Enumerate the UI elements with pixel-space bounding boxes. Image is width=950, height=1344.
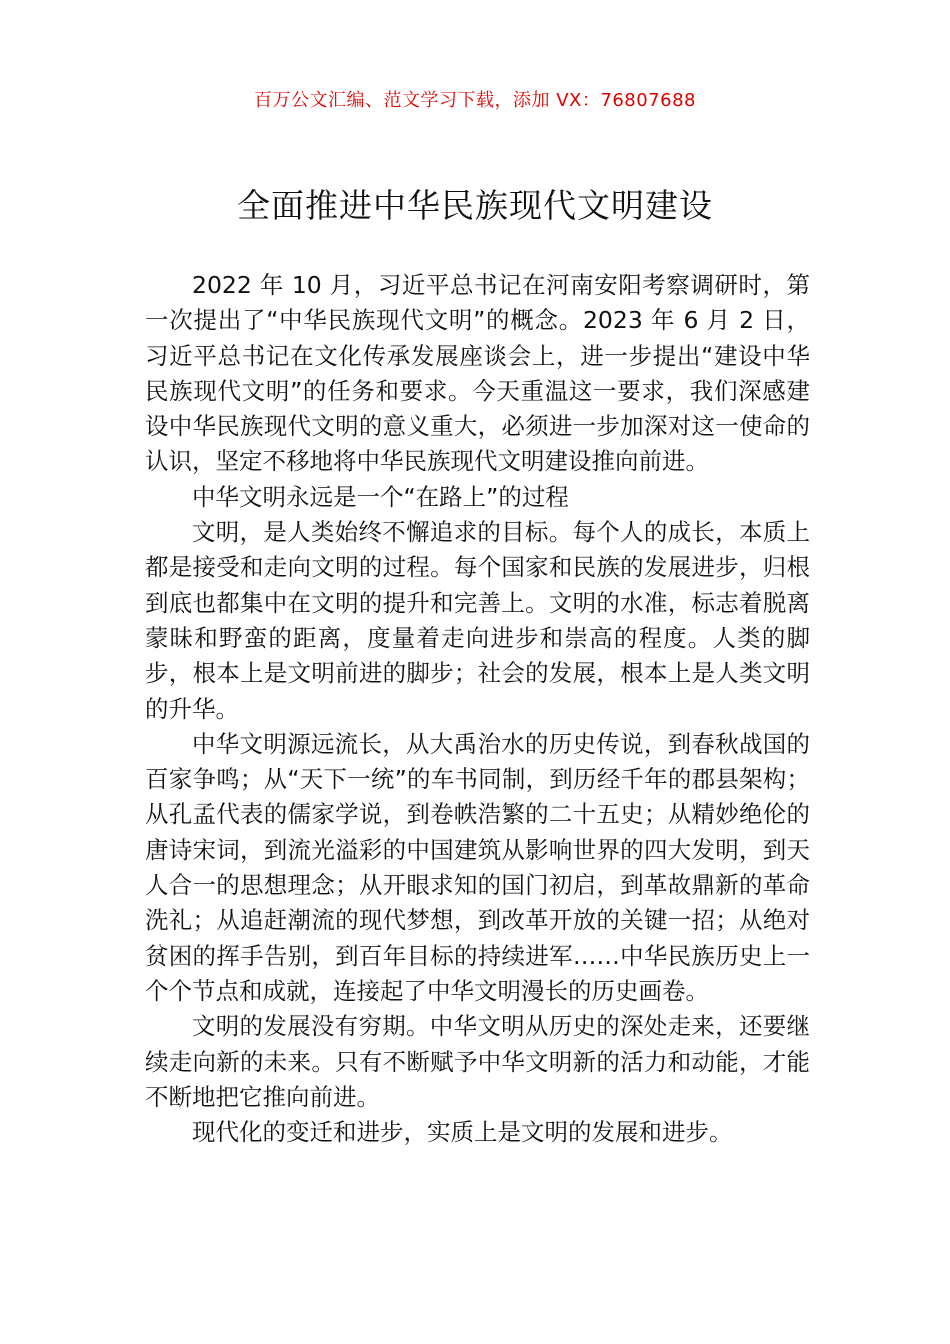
- document-body: [145, 268, 810, 1150]
- header-note: 百万公文汇编、范文学习下载，添加 VX：76807688: [254, 90, 696, 111]
- section-heading: 中华文明永远是一个“在路上”的过程: [192, 482, 569, 511]
- paragraph-intro: 2022 年 10 月，习近平总书记在河南安阳考察调研时，第一次提出了“中华民族现代文明”的概念。2023 年 6 月 2 日，习近平总书记在文化传承发展座谈会上，进一步提出“建设中华民族现代文明”的任务和要求。今天重温这一要求，我们深感建设中华民族现代文明的意义重大，必须进一步加深对这一使命的认识，坚定不移地将中华民族现代文明建设推向前进。: [145, 271, 810, 476]
- paragraph: 现代化的变迁和进步，实质上是文明的发展和进步。: [192, 1118, 733, 1147]
- paragraph: 文明，是人类始终不懈追求的目标。每个人的成长，本质上都是接受和走向文明的过程。每个国家和民族的发展进步，归根到底也都集中在文明的提升和完善上。文明的水准，标志着脱离蒙昧和野蛮的距离，度量着走向进步和崇高的程度。人类的脚步，根本上是文明前进的脚步；社会的发展，根本上是人类文明的升华。: [145, 518, 810, 723]
- paragraph: 文明的发展没有穷期。中华文明从历史的深处走来，还要继续走向新的未来。只有不断赋予中华文明新的活力和动能，才能不断地把它推向前进。: [145, 1012, 810, 1111]
- document-title: 全面推进中华民族现代文明建设: [237, 186, 713, 225]
- paragraph: 中华文明源远流长，从大禹治水的历史传说，到春秋战国的百家争鸣；从“天下一统”的车书同制，到历经千年的郡县架构；从孔孟代表的儒家学说，到卷帙浩繁的二十五史；从精妙绝伦的唐诗宋词，到流光溢彩的中国建筑从影响世界的四大发明，到天人合一的思想理念；从开眼求知的国门初启，到革故鼎新的革命洗礼；从追赶潮流的现代梦想，到改革开放的关键一招；从绝对贫困的挥手告别，到百年目标的持续进军……中华民族历史上一个个节点和成就，连接起了中华文明漫长的历史画卷。: [145, 729, 810, 1005]
